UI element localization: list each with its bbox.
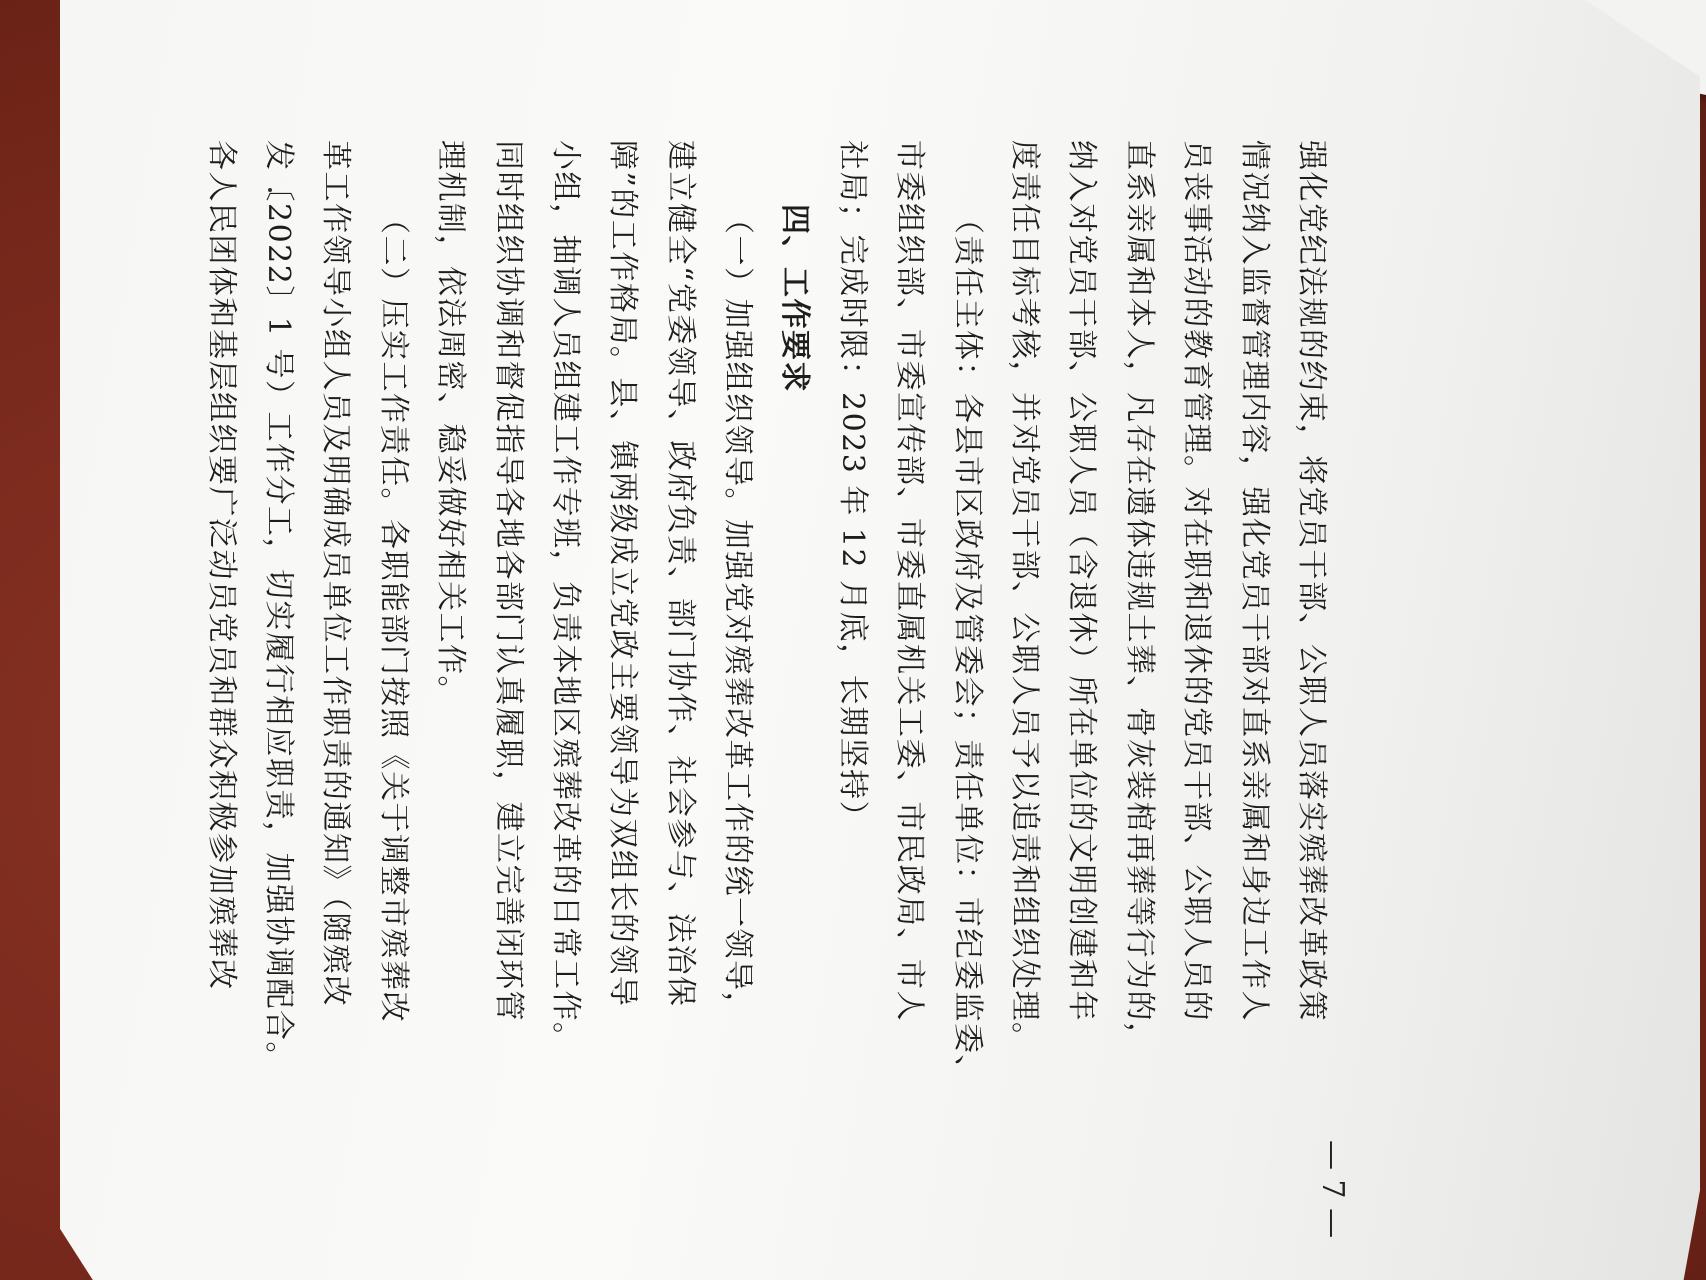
- text-line-5: 纳入对党员干部、公职人员（含退休）所在单位的文明创建和年: [1064, 140, 1100, 1022]
- page-number: — 7 —: [1315, 1140, 1350, 1239]
- text-line-12: 建立健全“党委领导、政府负责、部门协作、社会参与、法治保: [662, 140, 698, 1008]
- text-line-2: 情况纳入监督管理内容，强化党员干部对直系亲属和身边工作人: [1236, 140, 1272, 1022]
- text-line-13: 障”的工作格局。县、镇两级成立党政主要领导为双组长的领导: [605, 140, 641, 1008]
- text-line-6: 度责任目标考核，并对党员干部、公职人员予以追责和组织处理。: [1007, 140, 1043, 1054]
- text-line-17: （二）压实工作责任。各职能部门按照《关于调整市殡葬改: [375, 204, 411, 1023]
- text-line-19: 发〔2022〕1 号）工作分工，切实履行相应职责，加强协调配合。: [260, 140, 296, 1073]
- text-line-15: 同时组织协调和督促指导各地各部门认真履职，建立完善闭环管: [490, 140, 526, 1022]
- text-line-4: 直系亲属和本人，凡存在遗体违规土葬、骨灰装棺再葬等行为的，: [1121, 140, 1157, 1054]
- text-line-9: 社局；完成时限：2023 年 12 月底，长期坚持）: [834, 140, 870, 833]
- text-line-16: 理机制，依法周密、稳妥做好相关工作。: [433, 140, 469, 707]
- section-heading: 四、工作要求: [777, 204, 813, 393]
- text-line-11: （一）加强组织领导。加强党对殡葬改革工作的统一领导，: [720, 204, 756, 1023]
- text-line-1: 强化党纪法规的约束，将党员干部、公职人员落实殡葬改革政策: [1294, 140, 1329, 1022]
- text-line-8: 市委组织部、市委宣传部、市委直属机关工委、市民政局、市人: [892, 140, 928, 1022]
- text-line-20: 各人民团体和基层组织要广泛动员党员和群众积极参加殡葬改: [203, 140, 239, 991]
- text-line-3: 员丧事活动的教育管理。对在职和退休的党员干部、公职人员的: [1179, 140, 1215, 1022]
- text-line-7: （责任主体：各县市区政府及管委会；责任单位：市纪委监委、: [949, 204, 985, 1086]
- text-line-18: 革工作领导小组人员及明确成员单位工作职责的通知》（随殡改: [318, 140, 354, 1007]
- document-body: [192, 140, 1340, 1140]
- text-line-14: 小组，抽调人员组建工作专班，负责本地区殡葬改革的日常工作。: [547, 140, 583, 1054]
